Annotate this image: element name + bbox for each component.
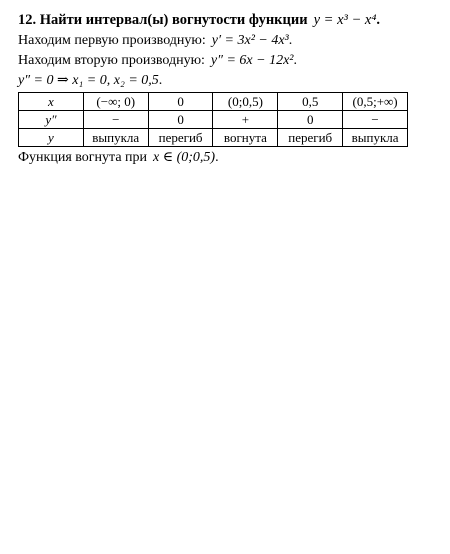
table-cell: (−∞; 0) — [83, 93, 148, 111]
table-cell: (0,5;+∞) — [343, 93, 408, 111]
table-cell: y″ — [19, 111, 84, 129]
table-cell: y — [19, 129, 84, 147]
task-number-title: 12. Найти интервал(ы) вогнутости функции — [18, 12, 308, 28]
first-derivative-line — [18, 31, 430, 51]
first-derivative-end: . — [288, 33, 293, 48]
roots-formula: y″ = 0 ⇒ x₁ = 0, x₂ = 0,5 — [18, 73, 159, 88]
table-cell: вогнута — [213, 129, 278, 147]
second-derivative-formula: y″ = 6x − 12x² — [210, 53, 294, 68]
roots-end: . — [158, 73, 163, 88]
document-page — [18, 10, 430, 168]
table-cell: выпукла — [343, 129, 408, 147]
sign-table — [18, 92, 408, 147]
first-derivative-text: Находим первую производную: — [18, 33, 206, 48]
table-row-second-derivative — [19, 111, 408, 129]
conclusion-formula: x ∈ (0;0,5) — [153, 150, 216, 165]
table-cell: 0 — [278, 111, 343, 129]
conclusion-end: . — [215, 150, 219, 165]
table-cell: перегиб — [278, 129, 343, 147]
task-period: . — [376, 12, 380, 28]
conclusion-line — [18, 148, 430, 168]
task-function: y = x³ − x⁴ — [313, 12, 377, 28]
first-derivative-formula: y′ = 3x² − 4x³ — [211, 33, 289, 48]
table-cell: (0;0,5) — [213, 93, 278, 111]
table-cell: 0 — [148, 93, 213, 111]
second-derivative-line — [18, 51, 430, 71]
second-derivative-end: . — [293, 53, 297, 68]
table-cell: перегиб — [148, 129, 213, 147]
table-cell: − — [343, 111, 408, 129]
table-row-y — [19, 129, 408, 147]
table-cell: 0 — [148, 111, 213, 129]
table-cell: + — [213, 111, 278, 129]
table-row-x — [19, 93, 408, 111]
second-derivative-text: Находим вторую производную: — [18, 53, 205, 68]
table-cell: выпукла — [83, 129, 148, 147]
table-cell: − — [83, 111, 148, 129]
conclusion-text: Функция вогнута при — [18, 150, 148, 165]
roots-line — [18, 71, 430, 91]
task-title — [18, 10, 430, 30]
table-cell: x — [19, 93, 84, 111]
table-cell: 0,5 — [278, 93, 343, 111]
